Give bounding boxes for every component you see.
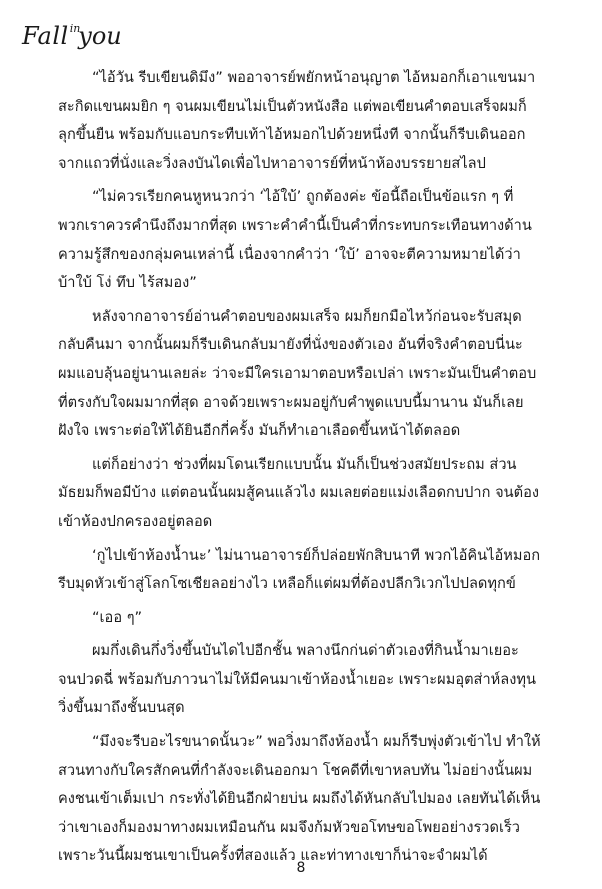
paragraph-line: ว่าเขาเองก็มองมาทางผมเหมือนกัน ผมจึงก้มหัวขอโทษขอโพยอย่างรวดเร็ว	[58, 818, 520, 836]
logo-fall-text: Fall	[22, 22, 69, 50]
paragraph-line: เพราะวันนี้ผมชนเขาเป็นครั้งที่สองแล้ว และท่าทางเขาก็น่าจะจำผมได้	[58, 847, 488, 865]
paragraph-line: ‘กูไปเข้าห้องน้ำนะ’ ไม่นานอาจารย์ก็ปล่อยพักสิบนาที พวกไอ้คินไอ้หมอก	[92, 546, 541, 564]
paragraph-line: จนปวดฉี่ พร้อมกับภาวนาไม่ให้มีคนมาเข้าห้องน้ำเยอะ เพราะผมอุตส่าห์ลงทุน	[58, 670, 536, 688]
paragraph-line: สะกิดแขนผมยิก ๆ จนผมเขียนไม่เป็นตัวหนังสือ แต่พอเขียนคำตอบเสร็จผมก็	[58, 97, 527, 115]
paragraph-line: เข้าห้องปกครองอยู่ตลอด	[58, 512, 213, 530]
paragraph-line: หลังจากอาจารย์อ่านคำตอบของผมเสร็จ ผมก็ยกมือไหว้ก่อนจะรับสมุด	[92, 307, 522, 325]
paragraph-line: ลุกขึ้นยืน พร้อมกับแอบกระทืบเท้าไอ้หมอกไปด้วยหนึ่งที จากนั้นก็รีบเดินออก	[58, 126, 526, 144]
logo-in-text: in	[69, 22, 81, 35]
paragraph-line: วิ่งขึ้นมาถึงชั้นบนสุด	[58, 699, 185, 717]
paragraph-line: พวกเราควรคำนึงถึงมากที่สุด เพราะคำคำนี้เป็นคำที่กระทบกระเทือนทางด้าน	[58, 216, 532, 234]
paragraph	[58, 451, 546, 537]
paragraph-line: จากแถวที่นั่งและวิ่งลงบันไดเพื่อไปหาอาจารย์ที่หน้าห้องบรรยายสไลป	[58, 154, 486, 172]
paragraph	[58, 604, 546, 633]
paragraph-line: ที่ตรงกับใจผมมากที่สุด อาจด้วยเพราะผมอยู่กับคำพูดแบบนี้มานาน มันก็เลย	[58, 393, 524, 411]
paragraph	[58, 637, 546, 723]
paragraph-line: กลับคืนมา จากนั้นผมก็รีบเดินกลับมายังที่นั่งของตัวเอง อันที่จริงคำตอบนี่นะ	[58, 336, 523, 354]
page-number: 8	[296, 860, 306, 876]
paragraph-line: แต่ก็อย่างว่า ช่วงที่ผมโดนเรียกแบบนั้น มันก็เป็นช่วงสมัยประถม ส่วน	[92, 455, 517, 473]
paragraph-line: คงชนเข้าเต็มเปา กระทั่งได้ยินอีกฝ่ายบ่น ผมถึงได้หันกลับไปมอง เลยทันได้เห็น	[58, 790, 541, 808]
paragraph-line: “ไม่ควรเรียกคนหูหนวกว่า ‘ไอ้ใบ้’ ถูกต้องค่ะ ข้อนี้ถือเป็นข้อแรก ๆ ที่	[92, 188, 514, 206]
logo-you-text: you	[78, 22, 122, 50]
paragraph-line: “เออ ๆ”	[92, 608, 143, 626]
paragraph-line: ฝังใจ เพราะต่อให้ได้ยินอีกกี่ครั้ง มันก็ทำเอาเลือดขึ้นหน้าได้ตลอด	[58, 422, 461, 440]
paragraph-line: “ไอ้วัน รีบเขียนดิมึง” พออาจารย์พยักหน้าอนุญาต ไอ้หมอกก็เอาแขนมา	[92, 69, 536, 86]
paragraph-line: มัธยมก็พอมีบ้าง แต่ตอนนั้นผมสู้คนแล้วไง ผมเลยต่อยแม่งเลือดกบปาก จนต้อง	[58, 484, 539, 502]
paragraph	[58, 64, 546, 178]
paragraph	[58, 728, 546, 871]
paragraph	[58, 303, 546, 446]
paragraph-line: รีบมุดหัวเข้าสู่โลกโซเชียลอย่างไว เหลือก็แต่ผมที่ต้องปลีกวิเวกไปปลดทุกข์	[58, 575, 516, 593]
paragraph-line: บ้าใบ้ โง่ ทึบ ไร้สมอง”	[58, 274, 197, 292]
paragraph	[58, 542, 546, 599]
paragraph-line: ผมแอบลุ้นอยู่นานเลยล่ะ ว่าจะมีใครเอามาตอบหรือเปล่า เพราะมันเป็นคำตอบ	[58, 364, 537, 382]
paragraph-line: สวนทางกับใครสักคนที่กำลังจะเดินออกมา โชคดีที่เขาหลบทัน ไม่อย่างนั้นผม	[58, 761, 533, 779]
paragraph	[58, 183, 546, 297]
book-logo	[22, 22, 122, 54]
paragraph-line: ผมกึ่งเดินกึ่งวิ่งขึ้นบันไดไปอีกชั้น พลางนึกก่นด่าตัวเองที่กินน้ำมาเยอะ	[92, 642, 519, 660]
page-body	[58, 64, 546, 876]
paragraph-line: ความรู้สึกของกลุ่มคนเหล่านี้ เนื่องจากคำว่า ‘ใบ้’ อาจจะตีความหมายได้ว่า	[58, 245, 521, 263]
paragraph-line: “มึงจะรีบอะไรขนาดนั้นวะ” พอวิ่งมาถึงห้องน้ำ ผมก็รีบพุ่งตัวเข้าไป ทำให้	[92, 733, 541, 751]
